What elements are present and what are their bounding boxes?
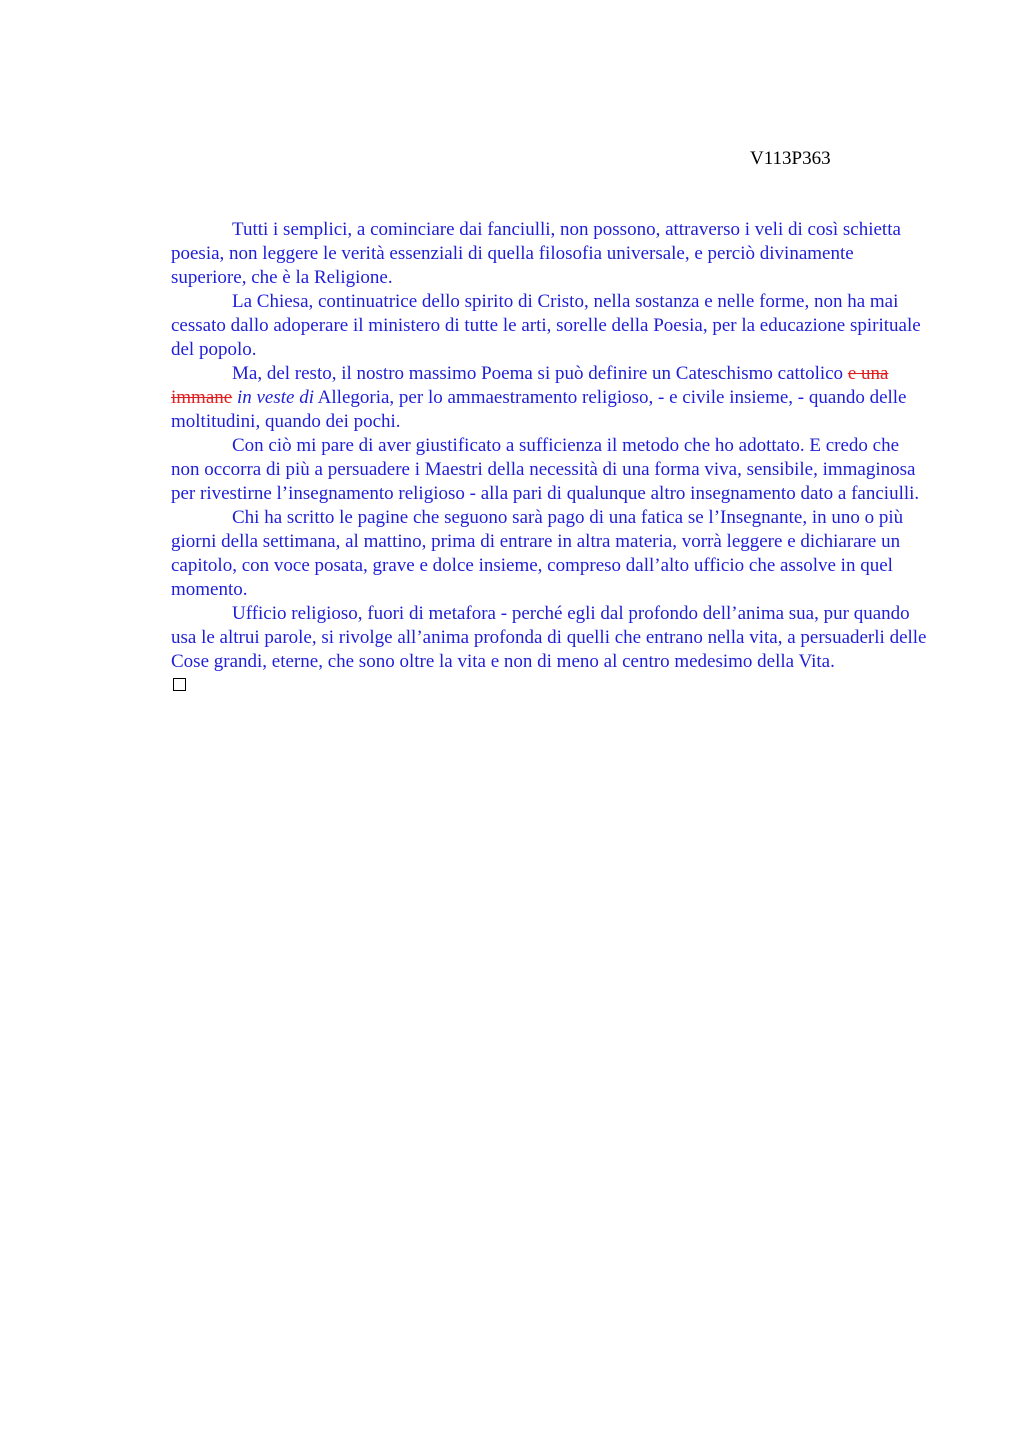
paragraph (171, 362, 929, 434)
paragraph: Con ciò mi pare di aver giustificato a sufficienza il metodo che ho adottato. E credo che non occorra di più a persuadere i Maestri della necessità di una forma viva, sensibile, immaginosa per rivestirne l’insegnamento religioso - alla pari di qualunque altro insegnamento dato a fanciulli. (171, 435, 920, 504)
paragraph: Tutti i semplici, a cominciare dai fanciulli, non possono, attraverso i veli di così schietta poesia, non leggere le verità essenziali di quella filosofia universale, e perciò divinamente superiore, che è la Religione. (171, 219, 901, 288)
paragraph-text: Allegoria, per lo ammaestramento religioso, - e civile insieme, - quando delle moltitudini, quando dei pochi. (171, 387, 907, 432)
paragraph: La Chiesa, continuatrice dello spirito di Cristo, nella sostanza e nelle forme, non ha mai cessato dallo adoperare il ministero di tutte le arti, sorelle della Poesia, per la educazione spirituale del popolo. (171, 291, 921, 360)
document-body (171, 218, 929, 691)
paragraph-text: Ma, del resto, il nostro massimo Poema si può definire un Cateschismo cattolico (232, 363, 848, 384)
empty-square-icon (173, 678, 186, 691)
page-id: V113P363 (750, 148, 831, 169)
inserted-text: in veste di (236, 387, 314, 408)
deleted-text: e una immane (171, 363, 889, 408)
paragraph: Chi ha scritto le pagine che seguono sarà pago di una fatica se l’Insegnante, in uno o più giorni della settimana, al mattino, prima di entrare in altra materia, vorrà leggere e dichiarare un capitolo, con voce posata, grave e dolce insieme, compreso dall’alto ufficio che assolve in quel momento. (171, 507, 904, 600)
paragraph: Ufficio religioso, fuori di metafora - perché egli dal profondo dell’anima sua, pur quando usa le altrui parole, si rivolge all’anima profonda di quelli che entrano nella vita, a persuaderli delle Cose grandi, eterne, che sono oltre la vita e non di meno al centro medesimo della Vita. (171, 603, 927, 672)
